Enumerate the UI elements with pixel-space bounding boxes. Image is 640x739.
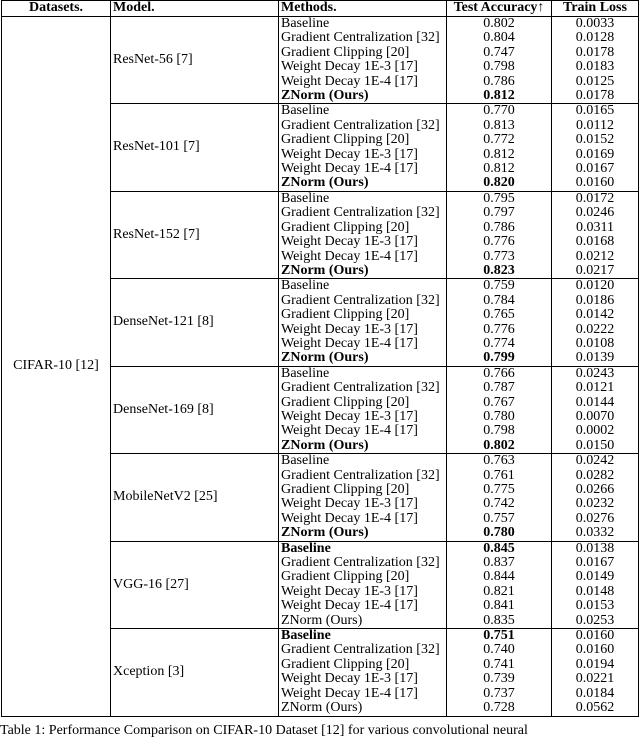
header-datasets: Datasets. bbox=[2, 1, 111, 17]
method-cell: Baseline bbox=[279, 541, 447, 556]
method-cell: Gradient Centralization [32] bbox=[279, 556, 447, 570]
accuracy-cell: 0.786 bbox=[447, 221, 552, 235]
loss-cell: 0.0148 bbox=[552, 585, 639, 599]
method-cell: Weight Decay 1E-3 [17] bbox=[279, 148, 447, 162]
method-cell: Weight Decay 1E-3 [17] bbox=[279, 60, 447, 74]
method-cell: Weight Decay 1E-4 [17] bbox=[279, 512, 447, 526]
accuracy-cell: 0.812 bbox=[447, 162, 552, 176]
loss-cell: 0.0178 bbox=[552, 46, 639, 60]
accuracy-cell: 0.780 bbox=[447, 410, 552, 424]
accuracy-cell: 0.820 bbox=[447, 176, 552, 191]
loss-cell: 0.0165 bbox=[552, 104, 639, 119]
loss-cell: 0.0217 bbox=[552, 264, 639, 279]
accuracy-cell: 0.841 bbox=[447, 599, 552, 613]
header-methods: Methods. bbox=[279, 1, 447, 17]
loss-cell: 0.0186 bbox=[552, 294, 639, 308]
method-cell: Weight Decay 1E-4 [17] bbox=[279, 424, 447, 438]
dataset-cell: CIFAR-10 [12] bbox=[2, 17, 111, 717]
loss-cell: 0.0168 bbox=[552, 235, 639, 249]
loss-cell: 0.0149 bbox=[552, 570, 639, 584]
method-cell: Weight Decay 1E-3 [17] bbox=[279, 585, 447, 599]
method-cell: Gradient Centralization [32] bbox=[279, 643, 447, 657]
loss-cell: 0.0160 bbox=[552, 629, 639, 644]
method-cell: ZNorm (Ours) bbox=[279, 614, 447, 629]
header-row bbox=[2, 1, 639, 17]
loss-cell: 0.0112 bbox=[552, 119, 639, 133]
loss-cell: 0.0172 bbox=[552, 191, 639, 206]
accuracy-cell: 0.773 bbox=[447, 250, 552, 264]
loss-cell: 0.0144 bbox=[552, 396, 639, 410]
accuracy-cell: 0.797 bbox=[447, 206, 552, 220]
loss-cell: 0.0138 bbox=[552, 541, 639, 556]
loss-cell: 0.0243 bbox=[552, 366, 639, 381]
method-cell: Weight Decay 1E-3 [17] bbox=[279, 497, 447, 511]
method-cell: Gradient Clipping [20] bbox=[279, 221, 447, 235]
loss-cell: 0.0194 bbox=[552, 658, 639, 672]
method-cell: Gradient Clipping [20] bbox=[279, 396, 447, 410]
loss-cell: 0.0253 bbox=[552, 614, 639, 629]
accuracy-cell: 0.740 bbox=[447, 643, 552, 657]
accuracy-cell: 0.763 bbox=[447, 454, 552, 469]
loss-cell: 0.0167 bbox=[552, 162, 639, 176]
method-cell: Gradient Centralization [32] bbox=[279, 206, 447, 220]
accuracy-cell: 0.766 bbox=[447, 366, 552, 381]
method-cell: Gradient Clipping [20] bbox=[279, 570, 447, 584]
accuracy-cell: 0.742 bbox=[447, 497, 552, 511]
accuracy-cell: 0.784 bbox=[447, 294, 552, 308]
loss-cell: 0.0212 bbox=[552, 250, 639, 264]
loss-cell: 0.0128 bbox=[552, 31, 639, 45]
model-cell: DenseNet-169 [8] bbox=[111, 366, 279, 453]
accuracy-cell: 0.837 bbox=[447, 556, 552, 570]
method-cell: Gradient Centralization [32] bbox=[279, 119, 447, 133]
header-test-accuracy: Test Accuracy↑ bbox=[447, 1, 552, 17]
accuracy-cell: 0.774 bbox=[447, 337, 552, 351]
loss-cell: 0.0184 bbox=[552, 687, 639, 701]
method-cell: Gradient Centralization [32] bbox=[279, 381, 447, 395]
accuracy-cell: 0.787 bbox=[447, 381, 552, 395]
accuracy-cell: 0.802 bbox=[447, 439, 552, 454]
method-cell: Baseline bbox=[279, 191, 447, 206]
accuracy-cell: 0.765 bbox=[447, 308, 552, 322]
accuracy-cell: 0.786 bbox=[447, 75, 552, 89]
accuracy-cell: 0.747 bbox=[447, 46, 552, 60]
loss-cell: 0.0282 bbox=[552, 469, 639, 483]
loss-cell: 0.0242 bbox=[552, 454, 639, 469]
method-cell: Gradient Centralization [32] bbox=[279, 469, 447, 483]
accuracy-cell: 0.844 bbox=[447, 570, 552, 584]
loss-cell: 0.0221 bbox=[552, 672, 639, 686]
method-cell: Gradient Clipping [20] bbox=[279, 133, 447, 147]
method-cell: Gradient Clipping [20] bbox=[279, 658, 447, 672]
method-cell: Baseline bbox=[279, 279, 447, 294]
loss-cell: 0.0150 bbox=[552, 439, 639, 454]
loss-cell: 0.0120 bbox=[552, 279, 639, 294]
method-cell: Baseline bbox=[279, 366, 447, 381]
accuracy-cell: 0.737 bbox=[447, 687, 552, 701]
loss-cell: 0.0160 bbox=[552, 176, 639, 191]
accuracy-cell: 0.812 bbox=[447, 89, 552, 104]
method-cell: Weight Decay 1E-4 [17] bbox=[279, 337, 447, 351]
accuracy-cell: 0.767 bbox=[447, 396, 552, 410]
method-cell: Gradient Clipping [20] bbox=[279, 308, 447, 322]
loss-cell: 0.0070 bbox=[552, 410, 639, 424]
accuracy-cell: 0.741 bbox=[447, 658, 552, 672]
method-cell: ZNorm (Ours) bbox=[279, 701, 447, 716]
accuracy-cell: 0.761 bbox=[447, 469, 552, 483]
loss-cell: 0.0276 bbox=[552, 512, 639, 526]
method-cell: ZNorm (Ours) bbox=[279, 176, 447, 191]
accuracy-cell: 0.775 bbox=[447, 483, 552, 497]
accuracy-cell: 0.799 bbox=[447, 351, 552, 366]
accuracy-cell: 0.804 bbox=[447, 31, 552, 45]
accuracy-cell: 0.823 bbox=[447, 264, 552, 279]
header-model: Model. bbox=[111, 1, 279, 17]
method-cell: Gradient Clipping [20] bbox=[279, 46, 447, 60]
accuracy-cell: 0.802 bbox=[447, 17, 552, 32]
method-cell: Weight Decay 1E-4 [17] bbox=[279, 162, 447, 176]
accuracy-cell: 0.776 bbox=[447, 323, 552, 337]
loss-cell: 0.0152 bbox=[552, 133, 639, 147]
method-cell: Weight Decay 1E-4 [17] bbox=[279, 75, 447, 89]
method-cell: Baseline bbox=[279, 104, 447, 119]
accuracy-cell: 0.772 bbox=[447, 133, 552, 147]
method-cell: Weight Decay 1E-3 [17] bbox=[279, 410, 447, 424]
method-cell: Weight Decay 1E-4 [17] bbox=[279, 687, 447, 701]
results-table bbox=[1, 0, 639, 717]
model-cell: ResNet-152 [7] bbox=[111, 191, 279, 278]
accuracy-cell: 0.821 bbox=[447, 585, 552, 599]
table-body bbox=[2, 17, 639, 717]
method-cell: Baseline bbox=[279, 17, 447, 32]
table-caption: Table 1: Performance Comparison on CIFAR-10 Dataset [12] for various convolutional neural bbox=[0, 723, 528, 738]
accuracy-cell: 0.812 bbox=[447, 148, 552, 162]
method-cell: Weight Decay 1E-4 [17] bbox=[279, 599, 447, 613]
loss-cell: 0.0142 bbox=[552, 308, 639, 322]
loss-cell: 0.0108 bbox=[552, 337, 639, 351]
loss-cell: 0.0002 bbox=[552, 424, 639, 438]
method-cell: ZNorm (Ours) bbox=[279, 264, 447, 279]
loss-cell: 0.0562 bbox=[552, 701, 639, 716]
loss-cell: 0.0222 bbox=[552, 323, 639, 337]
model-cell: ResNet-56 [7] bbox=[111, 17, 279, 104]
method-cell: ZNorm (Ours) bbox=[279, 526, 447, 541]
loss-cell: 0.0153 bbox=[552, 599, 639, 613]
loss-cell: 0.0160 bbox=[552, 643, 639, 657]
accuracy-cell: 0.798 bbox=[447, 424, 552, 438]
loss-cell: 0.0169 bbox=[552, 148, 639, 162]
accuracy-cell: 0.798 bbox=[447, 60, 552, 74]
loss-cell: 0.0183 bbox=[552, 60, 639, 74]
loss-cell: 0.0232 bbox=[552, 497, 639, 511]
method-cell: Gradient Centralization [32] bbox=[279, 294, 447, 308]
method-cell: Gradient Clipping [20] bbox=[279, 483, 447, 497]
accuracy-cell: 0.813 bbox=[447, 119, 552, 133]
method-cell: ZNorm (Ours) bbox=[279, 439, 447, 454]
loss-cell: 0.0167 bbox=[552, 556, 639, 570]
method-cell: Weight Decay 1E-3 [17] bbox=[279, 323, 447, 337]
model-cell: DenseNet-121 [8] bbox=[111, 279, 279, 366]
accuracy-cell: 0.770 bbox=[447, 104, 552, 119]
accuracy-cell: 0.728 bbox=[447, 701, 552, 716]
accuracy-cell: 0.757 bbox=[447, 512, 552, 526]
accuracy-cell: 0.795 bbox=[447, 191, 552, 206]
accuracy-cell: 0.751 bbox=[447, 629, 552, 644]
method-cell: Baseline bbox=[279, 454, 447, 469]
method-cell: Weight Decay 1E-4 [17] bbox=[279, 250, 447, 264]
table-row bbox=[2, 17, 639, 32]
header-train-loss: Train Loss bbox=[552, 1, 639, 17]
method-cell: ZNorm (Ours) bbox=[279, 89, 447, 104]
model-cell: Xception [3] bbox=[111, 629, 279, 716]
loss-cell: 0.0121 bbox=[552, 381, 639, 395]
accuracy-cell: 0.759 bbox=[447, 279, 552, 294]
accuracy-cell: 0.845 bbox=[447, 541, 552, 556]
loss-cell: 0.0311 bbox=[552, 221, 639, 235]
method-cell: Weight Decay 1E-3 [17] bbox=[279, 672, 447, 686]
model-cell: MobileNetV2 [25] bbox=[111, 454, 279, 541]
accuracy-cell: 0.739 bbox=[447, 672, 552, 686]
accuracy-cell: 0.780 bbox=[447, 526, 552, 541]
model-cell: VGG-16 [27] bbox=[111, 541, 279, 628]
model-cell: ResNet-101 [7] bbox=[111, 104, 279, 191]
method-cell: Gradient Centralization [32] bbox=[279, 31, 447, 45]
loss-cell: 0.0139 bbox=[552, 351, 639, 366]
method-cell: Baseline bbox=[279, 629, 447, 644]
loss-cell: 0.0332 bbox=[552, 526, 639, 541]
loss-cell: 0.0033 bbox=[552, 17, 639, 32]
loss-cell: 0.0178 bbox=[552, 89, 639, 104]
method-cell: Weight Decay 1E-3 [17] bbox=[279, 235, 447, 249]
accuracy-cell: 0.776 bbox=[447, 235, 552, 249]
loss-cell: 0.0266 bbox=[552, 483, 639, 497]
loss-cell: 0.0125 bbox=[552, 75, 639, 89]
accuracy-cell: 0.835 bbox=[447, 614, 552, 629]
loss-cell: 0.0246 bbox=[552, 206, 639, 220]
method-cell: ZNorm (Ours) bbox=[279, 351, 447, 366]
